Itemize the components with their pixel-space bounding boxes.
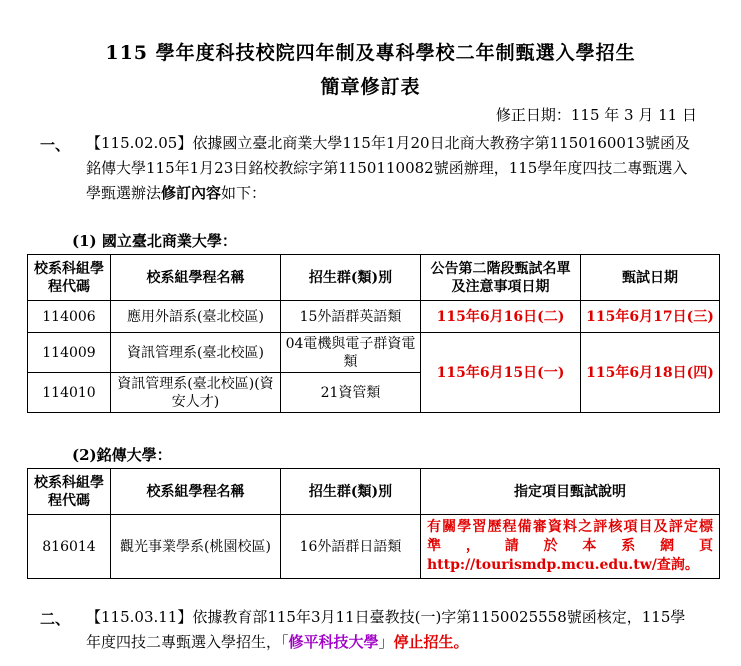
row-group: 16外語群日語類 <box>281 515 421 579</box>
row-code: 816014 <box>28 515 111 579</box>
section2-paragraph <box>86 605 698 655</box>
section2-text-mid: 」 <box>378 633 394 651</box>
table-row <box>28 333 720 373</box>
header-code: 校系科組學程代碼 <box>28 469 111 515</box>
subsection1-label: (1) 國立臺北商業大學： <box>72 232 237 250</box>
ntub-table <box>27 254 720 413</box>
section1-text: 【115.02.05】依據國立臺北商業大學115年1月20日北商大教務字第1150160013號函及銘傳大學115年1月23日銘校教綜字第1150110082號函辦理，115學年度四技二專甄選入學甄選辦法 <box>86 134 691 202</box>
row-code: 114006 <box>28 301 111 333</box>
header-exam-date: 甄試日期 <box>581 255 720 301</box>
section1-paragraph <box>86 131 698 206</box>
row-name: 觀光事業學系(桃園校區) <box>111 515 281 579</box>
section2-stop-text: 停止招生。 <box>393 633 469 651</box>
section2-marker: 二、 <box>40 610 71 628</box>
section1-marker: 一、 <box>40 136 71 154</box>
row-group: 04電機與電子群資電類 <box>281 333 421 373</box>
revision-date: 修正日期：115 年 3 月 11 日 <box>495 106 697 124</box>
section2-school-name: 修平科技大學 <box>288 633 379 651</box>
document-subtitle: 簡章修訂表 <box>320 76 421 98</box>
header-description: 指定項目甄試說明 <box>421 469 720 515</box>
table-row <box>28 515 720 579</box>
row-name: 資訊管理系(臺北校區) <box>111 333 281 373</box>
header-name: 校系組學程名稱 <box>111 469 281 515</box>
subsection2-label: (2)銘傳大學： <box>72 446 172 464</box>
row-announce-date: 115年6月15日(一) <box>421 333 581 413</box>
row-announce-date: 115年6月16日(二) <box>421 301 581 333</box>
row-code: 114009 <box>28 333 111 373</box>
header-group: 招生群(類)別 <box>281 255 421 301</box>
row-exam-date: 115年6月17日(三) <box>581 301 720 333</box>
section2-text: 【115.03.11】依據教育部115年3月11日臺教技(一)字第1150025558號函核定，115學年度四技二專甄選入學招生，「 <box>86 608 686 651</box>
table-header-row <box>28 469 720 515</box>
header-group: 招生群(類)別 <box>281 469 421 515</box>
row-group: 15外語群英語類 <box>281 301 421 333</box>
header-name: 校系組學程名稱 <box>111 255 281 301</box>
table-row <box>28 301 720 333</box>
section1-bold-text: 修訂內容 <box>161 184 222 202</box>
table-header-row <box>28 255 720 301</box>
section1-text-end: 如下： <box>221 184 267 202</box>
row-name: 應用外語系(臺北校區) <box>111 301 281 333</box>
row-code: 114010 <box>28 373 111 413</box>
row-group: 21資管類 <box>281 373 421 413</box>
mcu-table <box>27 468 720 579</box>
document-title: 115 學年度科技校院四年制及專科學校二年制甄選入學招生 <box>105 42 636 64</box>
row-description: 有關學習歷程備審資料之評核項目及評定標準，請於本系網頁http://tourismdp.mcu.edu.tw/查詢。 <box>421 515 720 579</box>
header-announce-date: 公告第二階段甄試名單及注意事項日期 <box>421 255 581 301</box>
row-exam-date: 115年6月18日(四) <box>581 333 720 413</box>
header-code: 校系科組學程代碼 <box>28 255 111 301</box>
row-name: 資訊管理系(臺北校區)(資安人才) <box>111 373 281 413</box>
